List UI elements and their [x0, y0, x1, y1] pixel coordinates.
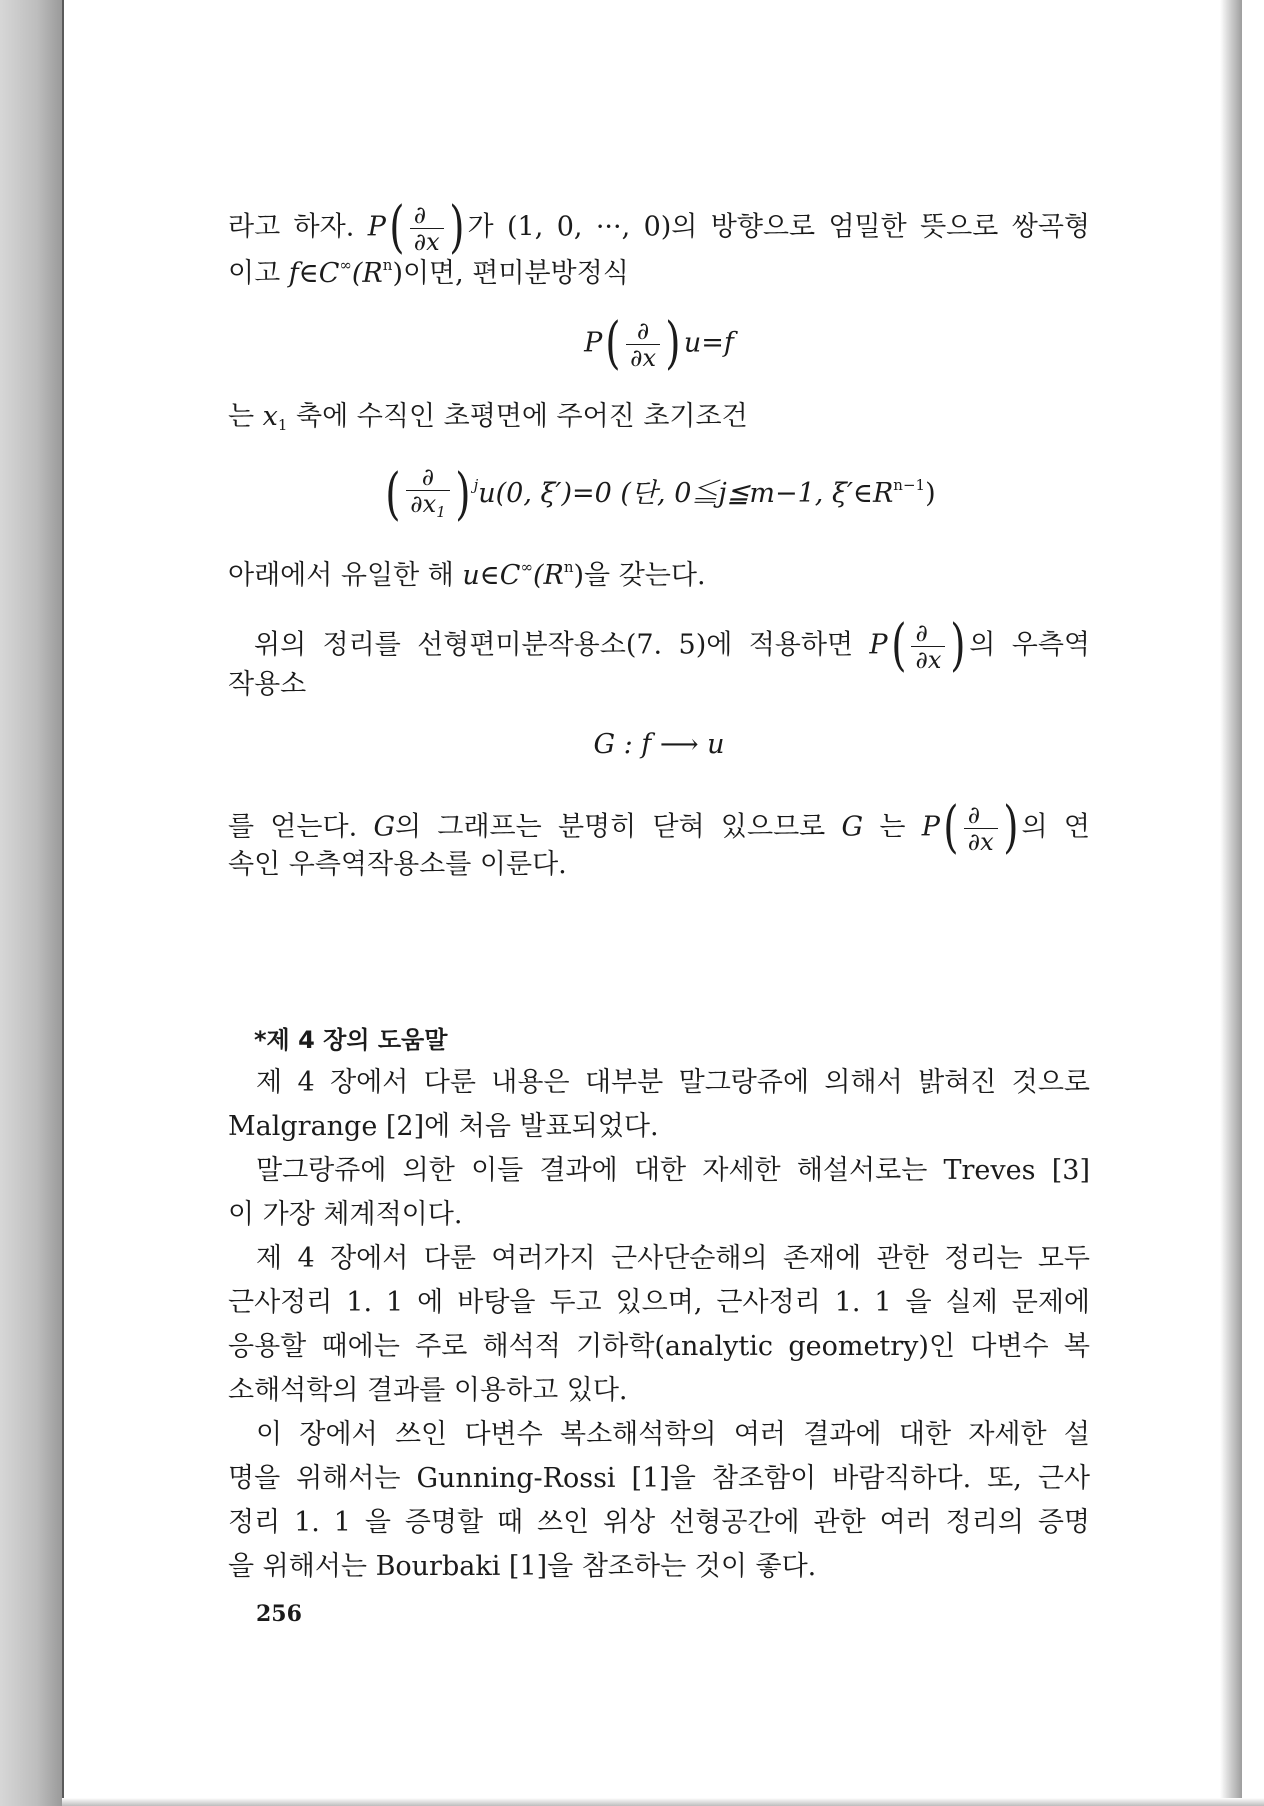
partial-fraction — [410, 202, 444, 255]
note-line: 근사정리 1. 1 에 바탕을 두고 있으며, 근사정리 1. 1 을 실제 문제에 — [228, 1287, 1090, 1318]
partial-fraction — [911, 620, 945, 673]
superscript: ∞ — [520, 558, 533, 576]
text-run: 는 — [228, 401, 263, 432]
paragraph-line — [254, 613, 1090, 678]
exponent: j — [473, 476, 479, 494]
text-run: 속인 우측역작용소를 이룬다. — [228, 849, 567, 880]
note-line: 정리 1. 1 을 증명할 때 쓰인 위상 선형공간에 관한 여러 정리의 증명 — [228, 1507, 1090, 1538]
exponent: n−1 — [893, 476, 926, 494]
operator-symbol: P — [869, 629, 888, 661]
paren: ( — [389, 195, 405, 260]
text-run: 작용소 — [228, 669, 307, 700]
equation-body: G : f ⟶ u — [593, 729, 725, 760]
text-run: 위의 정리를 선형편미분작용소(7. 5)에 적용하면 — [254, 629, 854, 661]
fraction-denominator: ∂x — [967, 827, 994, 856]
note-line: 제 4 장에서 다룬 내용은 대부분 말그랑쥬에 의해서 밝혀진 것으로 — [256, 1067, 1090, 1098]
fraction-denominator: $\partial x_1$ — [410, 490, 446, 521]
superscript: n — [382, 256, 393, 274]
subscript: 1 — [277, 416, 288, 434]
note-line: 말그랑쥬에 의한 이들 결과에 대한 자세한 해설서로는 Treves [3] — [256, 1155, 1090, 1186]
math-run: G — [841, 811, 864, 843]
note-line: 응용할 때에는 주로 해석적 기하학(analytic geometry)인 다변수 복 — [228, 1331, 1090, 1362]
note-line: 제 4 장에서 다룬 여러가지 근사단순해의 존재에 관한 정리는 모두 — [256, 1243, 1090, 1274]
fraction-numerator: ∂ — [626, 318, 660, 345]
paren: ) — [950, 613, 966, 678]
text-run: 가 (1, 0, ···, 0)의 방향으로 엄밀한 뜻으로 쌍곡형 — [467, 211, 1090, 243]
fraction-numerator: ∂ — [911, 620, 945, 647]
note-line: 을 위해서는 Bourbaki [1]을 참조하는 것이 좋다. — [228, 1551, 817, 1582]
text-run: 라고 하자. — [228, 211, 355, 243]
operator-symbol: P — [367, 211, 386, 243]
text-run: 아래에서 유일한 해 — [228, 560, 463, 591]
superscript: n — [563, 558, 574, 576]
operator-symbol: P — [584, 327, 603, 359]
paragraph-line — [228, 550, 1090, 593]
paragraph-line — [228, 248, 1090, 291]
paren: ) — [448, 195, 465, 260]
note-line: 소해석학의 결과를 이용하고 있다. — [228, 1375, 628, 1406]
paren: ) — [665, 311, 681, 376]
equation-body: u(0, ξ′)=0 (단, 0≦j≦m−1, ξ′∈R — [478, 478, 894, 509]
equation-rhs: u=f — [683, 327, 734, 359]
operator-symbol: P — [921, 811, 940, 843]
paren: ( — [385, 461, 401, 527]
math-run: G — [373, 811, 396, 843]
fraction-numerator: ∂ — [964, 802, 998, 829]
partial-fraction — [626, 318, 660, 371]
book-spine — [0, 0, 62, 1806]
math-run: (R — [532, 560, 564, 591]
paren: ( — [605, 311, 621, 376]
partial-fraction — [406, 464, 450, 525]
paragraph-line — [228, 848, 1090, 882]
superscript: ∞ — [339, 256, 352, 274]
math-run: x — [262, 401, 278, 432]
equation-display — [228, 311, 1090, 376]
fraction-denominator: ∂x — [413, 227, 440, 256]
equation-display — [228, 728, 1090, 762]
page-edge-shadow — [1220, 0, 1242, 1806]
text-run: 이고 — [228, 258, 289, 289]
section-heading: *제 4 장의 도움말 — [254, 1026, 448, 1054]
fraction-denominator: ∂x — [915, 645, 942, 674]
fraction-numerator: ∂ — [410, 202, 444, 229]
text-run: 의 우측역 — [969, 629, 1090, 661]
note-line: 명을 위해서는 Gunning-Rossi [1]을 참조함이 바람직하다. 또, 근사 — [228, 1463, 1090, 1494]
note-line: 이 가장 체계적이다. — [228, 1199, 463, 1230]
paren: ( — [890, 613, 907, 678]
fraction-denominator: ∂x — [630, 343, 657, 372]
math-run: (R — [351, 258, 383, 289]
math-run: f∈C — [288, 258, 340, 289]
text-run: )이면, 편미분방정식 — [392, 258, 629, 289]
paren: ) — [455, 461, 471, 527]
paragraph-line — [228, 668, 1090, 702]
note-line: 이 장에서 쓰인 다변수 복소해석학의 여러 결과에 대한 자세한 설 — [256, 1419, 1090, 1450]
paren: ( — [943, 795, 959, 860]
page-bottom-shadow — [62, 1798, 1264, 1806]
math-run: u∈C — [462, 560, 521, 591]
partial-fraction — [964, 802, 998, 855]
paren: ) — [1002, 795, 1019, 860]
text-run: 의 그래프는 분명히 닫혀 있으므로 — [395, 811, 826, 843]
equation-display — [228, 461, 1090, 527]
text-run: 는 — [879, 811, 906, 843]
note-line: Malgrange [2]에 처음 발표되었다. — [228, 1111, 659, 1142]
page-number: 256 — [256, 1601, 302, 1627]
fraction-numerator: ∂ — [406, 464, 450, 491]
text-run: 축에 수직인 초평면에 주어진 초기조건 — [287, 401, 748, 432]
text-run: )을 갖는다. — [573, 560, 706, 591]
text-run: ) — [925, 478, 936, 509]
text-run: 의 연 — [1021, 811, 1090, 843]
paragraph-line — [228, 400, 1090, 442]
text-run: 를 얻는다. — [228, 811, 358, 843]
